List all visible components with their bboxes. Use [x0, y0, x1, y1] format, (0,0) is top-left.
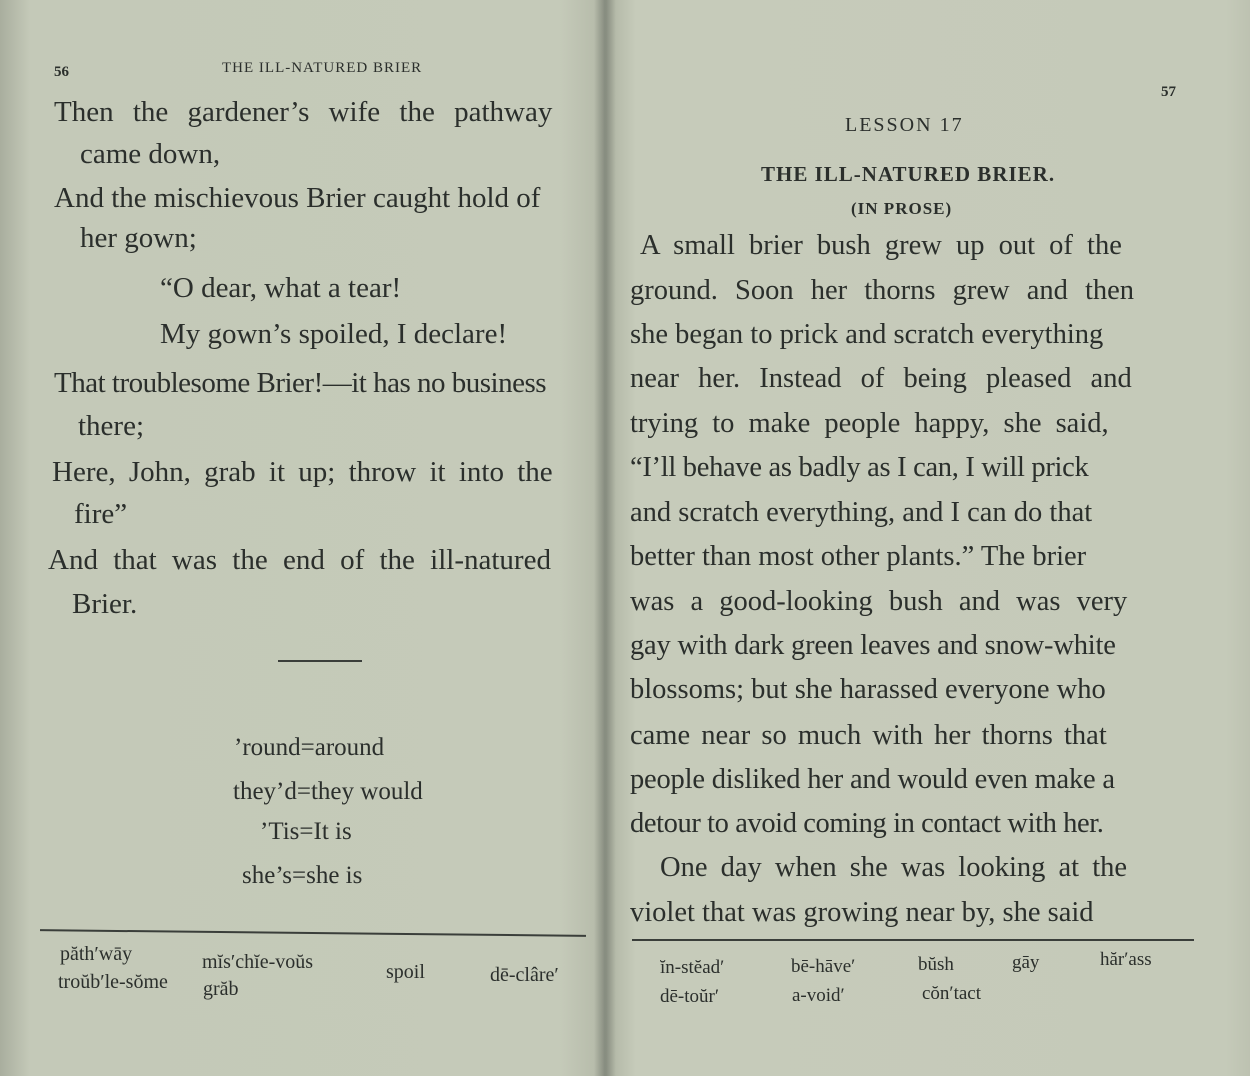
poem-line: there;	[78, 410, 145, 442]
section-divider	[278, 660, 362, 662]
vocab-word: dē-toŭr′	[660, 986, 720, 1007]
vocab-word: dē-clâre′	[490, 964, 559, 986]
prose-line: people disliked her and would even make a	[630, 764, 1115, 795]
lesson-heading: LESSON 17	[845, 114, 964, 136]
prose-line: “I’ll behave as badly as I can, I will prick	[630, 452, 1089, 483]
book-gutter	[594, 0, 616, 1076]
vocab-word: grăb	[203, 978, 239, 1000]
abbreviation: ’round=around	[234, 734, 385, 761]
prose-line: ground. Soon her thorns grew and then	[630, 275, 1135, 306]
poem-line: And the mischievous Brier caught hold of	[54, 182, 541, 214]
poem-line: My gown’s spoiled, I declare!	[160, 318, 508, 350]
prose-line: better than most other plants.” The brier	[630, 541, 1087, 572]
vocab-word: mĭs′chĭe-voŭs	[202, 951, 314, 973]
poem-line: came down,	[80, 138, 221, 170]
vocab-word: păth′wāy	[60, 943, 133, 965]
poem-line: And that was the end of the ill-natured	[48, 544, 551, 576]
poem-line: Here, John, grab it up; throw it into the	[52, 456, 553, 488]
abbreviation: they’d=they would	[233, 778, 423, 805]
prose-line: she began to prick and scratch everything	[630, 319, 1104, 350]
abbreviation: she’s=she is	[242, 862, 363, 889]
prose-line: and scratch everything, and I can do that	[630, 497, 1093, 528]
prose-line: near her. Instead of being pleased and	[630, 363, 1132, 394]
running-head: THE ILL-NATURED BRIER	[222, 60, 423, 76]
prose-line: blossoms; but she harassed everyone who	[630, 674, 1106, 705]
lesson-title: THE ILL-NATURED BRIER.	[761, 162, 1056, 186]
left-page	[0, 0, 606, 1076]
vocab-word: ĭn-stĕad′	[660, 957, 725, 978]
prose-line: A small brier bush grew up out of the	[640, 230, 1122, 261]
prose-line: was a good-looking bush and was very	[630, 586, 1128, 617]
page-number: 56	[54, 64, 69, 80]
poem-line: fire”	[74, 498, 128, 530]
vocab-word: bē-hāve′	[791, 956, 856, 977]
vocab-word: hăr′ass	[1100, 949, 1152, 970]
vocab-word: gāy	[1012, 952, 1040, 973]
prose-line: gay with dark green leaves and snow-white	[630, 630, 1116, 661]
poem-line: Then the gardener’s wife the pathway	[54, 96, 553, 128]
poem-line: That troublesome Brier!—it has no business	[54, 367, 547, 399]
vocab-word: cŏn′tact	[922, 983, 982, 1004]
abbreviation: ’Tis=It is	[260, 818, 352, 845]
prose-line: detour to avoid coming in contact with her.	[630, 808, 1104, 839]
lesson-subtitle: (IN PROSE)	[851, 199, 953, 218]
page-number: 57	[1161, 84, 1176, 100]
vocab-word: bŭsh	[918, 954, 954, 975]
poem-line: Brier.	[72, 588, 138, 620]
poem-line: her gown;	[80, 222, 197, 254]
prose-line: trying to make people happy, she said,	[630, 408, 1109, 439]
vocab-word: spoil	[386, 961, 425, 983]
prose-line: violet that was growing near by, she said	[630, 897, 1094, 928]
prose-line: One day when she was looking at the	[660, 852, 1128, 883]
prose-line: came near so much with her thorns that	[630, 720, 1107, 751]
poem-line: “O dear, what a tear!	[160, 272, 402, 304]
vocab-word: a-void′	[792, 985, 845, 1006]
vocab-word: troŭb′le-sŏme	[58, 971, 168, 993]
footnote-rule	[40, 929, 586, 937]
footnote-rule	[632, 939, 1194, 941]
